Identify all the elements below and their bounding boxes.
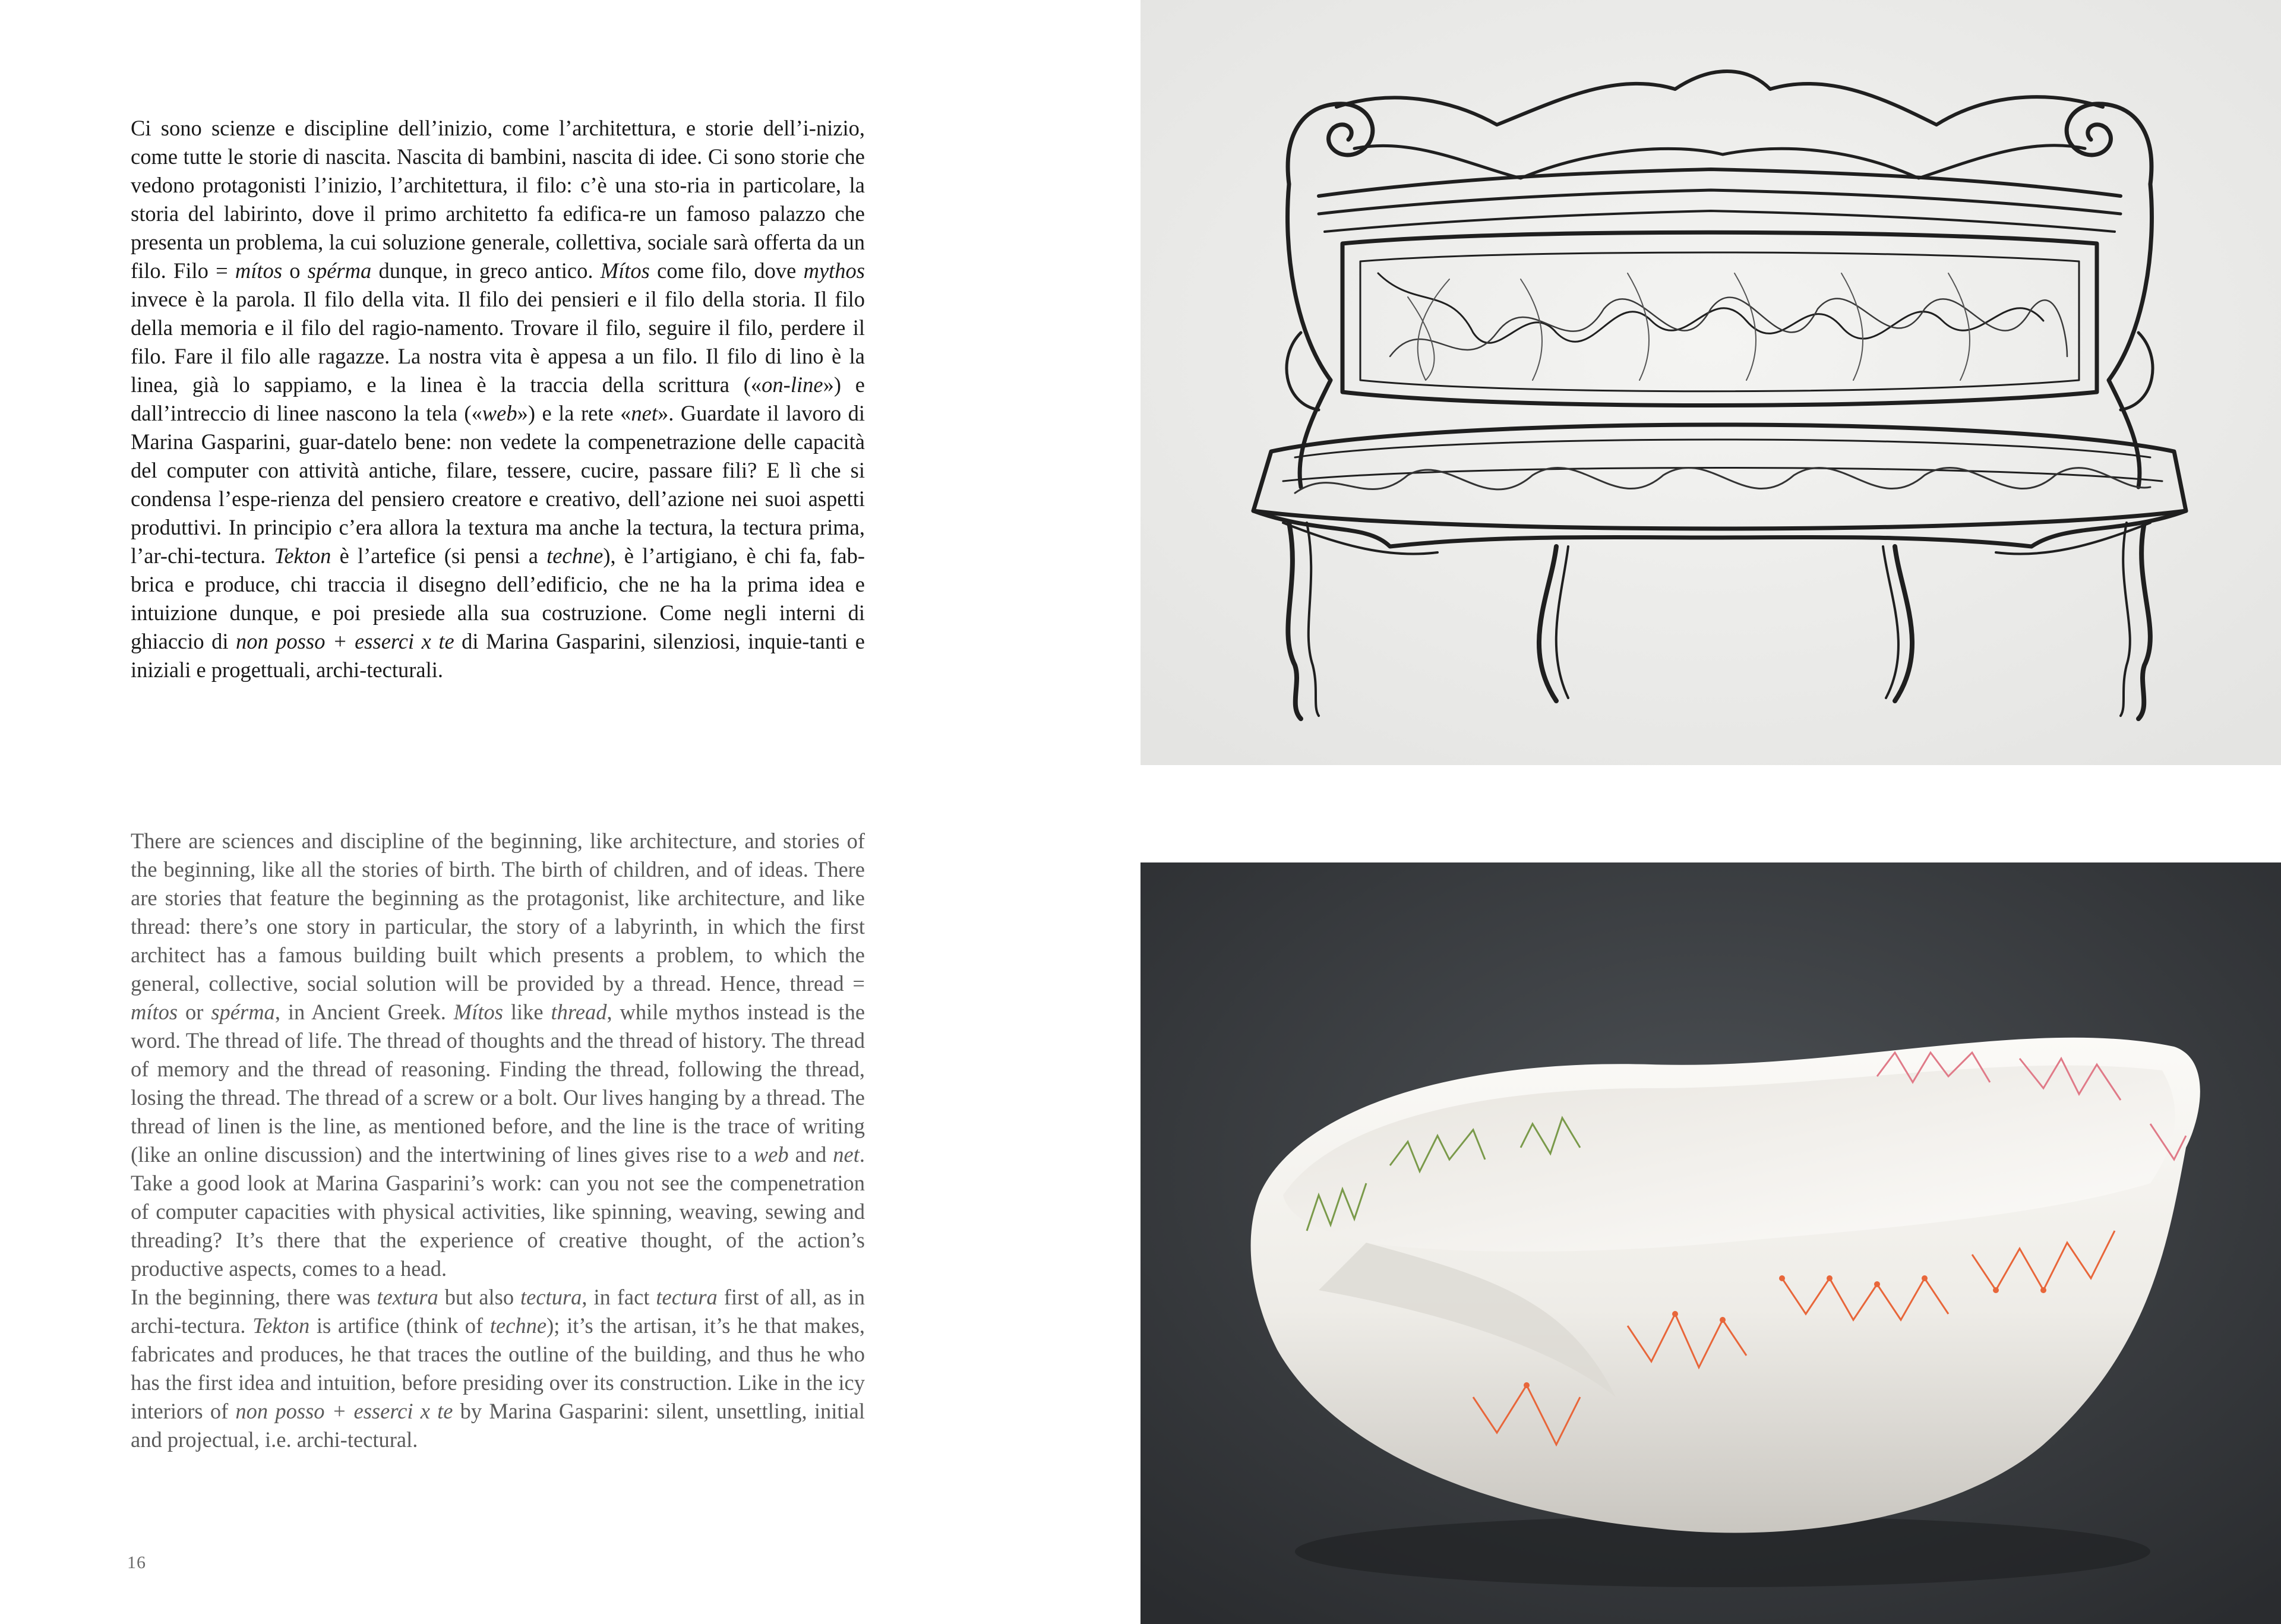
italic-run: techne — [546, 544, 604, 568]
italic-run: web — [753, 1142, 789, 1167]
italic-run: net — [833, 1142, 860, 1167]
italic-run: tectura — [520, 1285, 582, 1309]
italic-run: textura — [377, 1285, 438, 1309]
english-paragraph-2 — [131, 1283, 865, 1454]
italic-run: mítos — [131, 1000, 178, 1024]
text-run: ); it’s the artisan, it’s he that makes, fabricates and produces, he that traces the outline of the building, and thus he who has the first idea and intuition, before presiding over its construction. Like in the icy interiors of — [131, 1313, 865, 1423]
text-run: ), è l’artigiano, è chi fa, fab-brica e produce, chi traccia il disegno dell’edificio, che ne ha la prima idea e intuizione dunque, e poi presiede alla sua costruzione. Come negli interni di ghiaccio di — [131, 544, 865, 653]
page-number: 16 — [127, 1553, 146, 1572]
wire-sofa-photo — [1140, 0, 2281, 765]
right-page — [1140, 0, 2281, 1624]
wire-sofa-illustration — [1140, 0, 2281, 765]
stitched-bowl-photo — [1140, 862, 2281, 1624]
italic-run: Mítos — [453, 1000, 503, 1024]
italic-run: mythos — [803, 258, 865, 283]
left-page — [0, 0, 1140, 1624]
text-run: , in fact — [582, 1285, 656, 1309]
text-run: di Marina Gasparini, silenziosi, inquie-tanti e iniziali e progettuali, archi-tecturali. — [131, 629, 865, 682]
text-run: . Take a good look at Marina Gasparini’s work: can you not see the compenetration of computer capacities with physical activities, like spinning, weaving, sewing and threading? It’s there that the experience of creative thought, of the action’s productive aspects, comes to a head. — [131, 1142, 865, 1281]
english-text-block — [131, 827, 865, 1454]
text-run: and — [788, 1142, 833, 1167]
italic-run: techne — [489, 1313, 547, 1338]
text-run: invece è la parola. Il filo della vita. Il filo dei pensieri e il filo della storia. Il filo della memoria e il filo del ragio-namento. Trovare il filo, seguire il filo, perdere il filo. Fare il filo alle ragazze. La nostra vita è appesa a un filo. Il filo di lino è la linea, già lo sappiamo, e la linea è la traccia della scrittura (« — [131, 287, 865, 397]
text-run: first of all, as in archi-tectura. — [131, 1285, 865, 1338]
text-run: è l’artefice (si pensi a — [331, 544, 547, 568]
italic-run: on-line — [762, 372, 823, 397]
italic-run: Tekton — [252, 1313, 310, 1338]
text-run: o — [282, 258, 308, 283]
text-run: dunque, in greco antico. — [371, 258, 601, 283]
italic-run: non posso + esserci x te — [236, 629, 454, 653]
text-run: by Marina Gasparini: silent, unsettling, initial and projectual, i.e. archi-tectural. — [131, 1399, 865, 1452]
text-run: come filo, dove — [649, 258, 804, 283]
text-run: but also — [438, 1285, 521, 1309]
text-run: In the beginning, there was — [131, 1285, 377, 1309]
text-run: ». Guardate il lavoro di Marina Gasparini, guar-datelo bene: non vedete la compenetrazione delle capacità del computer con attività antiche, filare, tessere, cucire, passare fili? E lì che si condensa l’espe-rienza del pensiero creatore e creativo, dell’azione nei suoi aspetti produttivi. In principio c’era allora la textura ma anche la tectura, la tectura prima, l’ar-chi-tectura. — [131, 401, 865, 568]
text-run: Ci sono scienze e discipline dell’inizio, come l’architettura, e storie dell’i-nizio, come tutte le storie di nascita. Nascita di bambini, nascita di idee. Ci sono storie che vedono protagonisti l’inizio, l’architettura, il filo: c’è una sto-ria in particolare, la storia del labirinto, dove il primo architetto fa edifica-re un famoso palazzo che presenta un problema, la cui soluzione generale, collettiva, sociale sarà offerta da un filo. Filo = — [131, 116, 865, 283]
italic-run: net — [631, 401, 658, 425]
text-run: is artifice (think of — [309, 1313, 490, 1338]
text-run: like — [503, 1000, 551, 1024]
italic-run: thread — [551, 1000, 607, 1024]
italic-run: spérma — [211, 1000, 275, 1024]
text-run: ») e dall’intreccio di linee nascono la tela (« — [131, 372, 865, 425]
italic-run: non posso + esserci x te — [235, 1399, 453, 1423]
italian-paragraph — [131, 114, 865, 684]
italic-run: tectura — [656, 1285, 718, 1309]
italian-text-block — [131, 114, 865, 684]
english-paragraph-1 — [131, 827, 865, 1283]
text-run: or — [178, 1000, 211, 1024]
italic-run: Tekton — [274, 544, 331, 568]
text-run: , while mythos instead is the word. The thread of life. The thread of thoughts and the thread of history. The thread of memory and the thread of reasoning. Finding the thread, following the thread, losing the thread. The thread of a screw or a bolt. Our lives hanging by a thread. The thread of linen is the line, as mentioned before, and the line is the trace of writing (like an online discussion) and the intertwining of lines gives rise to a — [131, 1000, 865, 1167]
italic-run: spérma — [307, 258, 372, 283]
text-run: There are sciences and discipline of the beginning, like architecture, and stories of the beginning, like all the stories of birth. The birth of children, and of ideas. There are stories that feature the beginning as the protagonist, like architecture, and like thread: there’s one story in particular, the story of a labyrinth, in which the first architect has a famous building built which presents a problem, to which the general, collective, social solution will be provided by a thread. Hence, thread = — [131, 829, 865, 996]
italic-run: web — [482, 401, 517, 425]
text-run: ») e la rete « — [517, 401, 631, 425]
italic-run: Mítos — [600, 258, 650, 283]
text-run: , in Ancient Greek. — [274, 1000, 454, 1024]
italic-run: mítos — [235, 258, 283, 283]
stitched-bowl-illustration — [1140, 862, 2281, 1624]
